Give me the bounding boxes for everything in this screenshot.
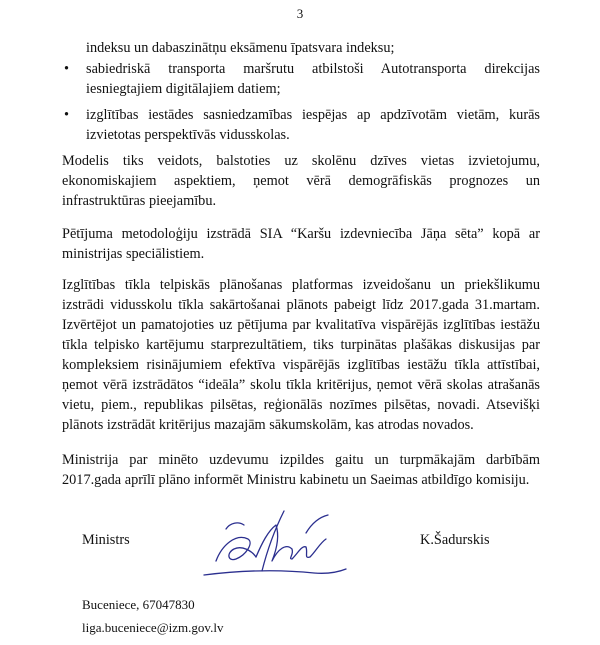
bullet-text: sabiedriskā transporta maršrutu atbilstoši Autotransporta direkcijas iesniegtajiem digitālajiem datiem; bbox=[86, 61, 540, 97]
signatory-name: K.Šadurskis bbox=[420, 532, 490, 548]
list-item bbox=[62, 59, 540, 99]
paragraph-platform: Izglītības tīkla telpiskās plānošanas platformas izveidošanu un priekšlikumu izstrādi vidusskolu tīkla sakārtošanai plānots pabeigt līdz 2017.gada 31.martam. Izvērtējot un pamatojoties uz pētījuma par kvalitatīva vispārējās izglītības iestāžu tīkla telpisko kartējumu starprezultātiem, tiks turpinātas plašākas diskusijas par kompleksiem risinājumiem efektīva vispārējās izglītības iestāžu tīkla attīstībai, ņemot vērā izstrādātos “ideāla” skolu tīkla kritērijus, ņemot vērā skolas atrašanās vietu, piem., republikas pilsētas, reģionālās nozīmes pilsētas, novadi. Atsevišķi plānots izstrādāt kritērijus mazajām sākumskolām, kas atrodas novados. bbox=[62, 277, 540, 433]
paragraph-methodology: Pētījuma metodoloģiju izstrādā SIA “Karšu izdevniecība Jāņa sēta” kopā ar ministrijas speciālistiem. bbox=[62, 226, 540, 262]
continuation-line: indeksu un dabaszinātņu eksāmenu īpatsvara indeksu; bbox=[86, 40, 395, 56]
page-number: 3 bbox=[296, 6, 304, 21]
bullet-text: izglītības iestādes sasniedzamības iespējas ap apdzīvotām vietām, kurās izvietotas perspektīvās vidusskolas. bbox=[86, 107, 540, 143]
list-item bbox=[62, 105, 540, 145]
bullet-icon: • bbox=[64, 107, 70, 123]
handwritten-signature bbox=[196, 503, 361, 583]
paragraph-model: Modelis tiks veidots, balstoties uz skolēnu dzīves vietas izvietojumu, ekonomiskajiem aspektiem, ņemot vērā demogrāfiskās prognozes un infrastruktūras pieejamību. bbox=[62, 153, 540, 209]
contact-phone: Buceniece, 67047830 bbox=[82, 597, 195, 612]
paragraph-reporting: Ministrija par minēto uzdevumu izpildes gaitu un turpmākajām darbībām 2017.gada aprīlī plāno informēt Ministru kabinetu un Saeimas atbildīgo komisiju. bbox=[62, 452, 540, 488]
signatory-title: Ministrs bbox=[82, 532, 130, 548]
bullet-icon: • bbox=[64, 61, 70, 77]
contact-email: liga.buceniece@izm.gov.lv bbox=[82, 620, 224, 635]
bullet-list bbox=[62, 59, 540, 151]
